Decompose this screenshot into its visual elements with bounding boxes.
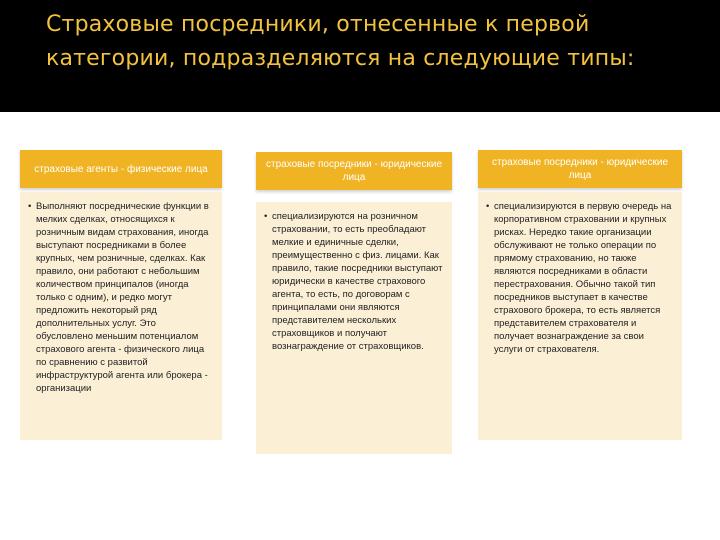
slide-title: Страховые посредники, отнесенные к первой категории, подразделяются на следующие типы: [46, 12, 635, 71]
column-1-header: страховые агенты - физические лица [20, 150, 222, 188]
bullet-icon: • [264, 211, 268, 222]
column-2-text: специализируются на розничном страховании, то есть преобладают мелкие и единичные сделки, преимущественно с физ. лицами. Как правило, такие посредники выступают юридически в качестве страхового агента, то есть, по договорам с принципалами они являются представителем нескольких страховщиков и получают вознаграждение от страховщиков. [272, 211, 443, 352]
column-3-bullet-item [486, 200, 674, 356]
column-3-header: страховые посредники - юридические лица [478, 150, 682, 188]
column-2-bullet-item [264, 210, 444, 353]
title-bar [0, 0, 720, 112]
column-2-body [256, 202, 452, 454]
column-3-body [478, 192, 682, 440]
column-1-text: Выполняют посреднические функции в мелких сделках, относящихся к розничным видам страхования, иногда выступают посредниками в более крупных, чем розничные, сделках. Как правило, они работают с небольшим количеством принципалов (иногда только с одним), и редко могут предложить некоторый ряд дополнительных услуг. Это обусловлено меньшим потенциалом страхового агента - физического лица по сравнению с развитой инфраструктурой агента или брокера - организации [36, 201, 209, 394]
column-1-body [20, 192, 222, 440]
bullet-icon: • [486, 201, 490, 212]
bullet-icon: • [28, 201, 32, 212]
column-2-header: страховые посредники - юридические лица [256, 152, 452, 190]
column-3-text: специализируются в первую очередь на корпоративном страховании и крупных рисках. Нередко такие организации обслуживают не только операции по прямому страхованию, но также являются посредниками в области перестрахования. Обычно такой тип посредников выступает в качестве страхового брокера, то есть является представителем страхователя и получает вознаграждение за свои услуги от страхователя. [494, 201, 672, 355]
column-1-bullet-item [28, 200, 214, 395]
